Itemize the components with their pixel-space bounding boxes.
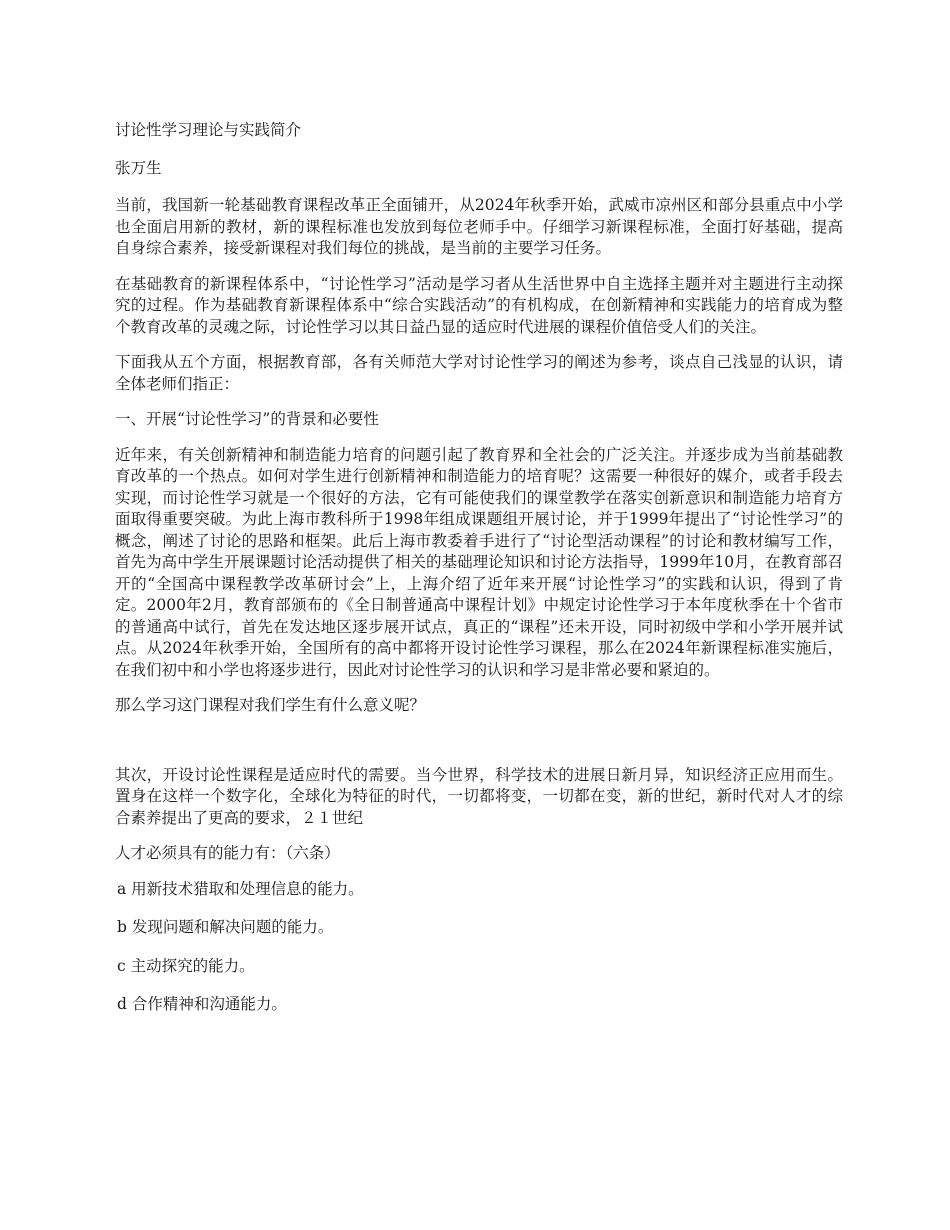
list-item: a 用新技术猎取和处理信息的能力。	[117, 879, 364, 898]
section-heading: 一、开展“讨论性学习”的背景和必要性	[115, 410, 379, 428]
document-page	[115, 120, 843, 1033]
document-author: 张万生	[115, 158, 162, 177]
list-item: c 主动探究的能力。	[117, 956, 255, 975]
list-item: d 合作精神和沟通能力。	[117, 995, 287, 1013]
paragraph-background: 近年来，有关创新精神和制造能力培育的问题引起了教育界和全社会的广泛关注。并逐步成为当前基础教育改革的一个热点。如何对学生进行创新精神和制造能力的培育呢？这需要一种很好的媒介，或者手段去实现，而讨论性学习就是一个很好的方法，它有可能使我们的课堂教学在落实创新意识和制造能力培育方面取得重要突破。为此上海市教科所于1998年组成课题组开展讨论，并于1999年提出了“讨论性学习”的概念，阐述了讨论的思路和框架。此后上海市教委着手进行了“讨论型活动课程”的讨论和教材编写工作，首先为高中学生开展课题讨论活动提供了相关的基础理论知识和讨论方法指导，1999年10月，在教育部召开的“全国高中课程教学改革研讨会”上，上海介绍了近年来开展“讨论性学习”的实践和认识，得到了肯定。2000年2月，教育部颁布的《全日制普通高中课程计划》中规定讨论性学习于本年度秋季在十个省市的普通高中试行，首先在发达地区逐步展开试点，真正的“课程”还未开设，同时初级中学和小学开展并试点。从2024年秋季开始，全国所有的高中都将开设讨论性学习课程，那么在2024年新课程标准实施后，在我们初中和小学也将逐步进行，因此对讨论性学习的认识和学习是非常必要和紧迫的。	[115, 445, 843, 679]
document-title: 讨论性学习理论与实践简介	[115, 121, 302, 139]
paragraph-era-needs: 其次，开设讨论性课程是适应时代的需要。当今世界，科学技术的进展日新月异，知识经济正应用而生。置身在这样一个数字化，全球化为特征的时代，一切都将变，一切都在变，新的世纪，新时代对人才的综合素养提出了更高的要求，２１世纪	[115, 765, 843, 827]
paragraph-intro: 当前，我国新一轮基础教育课程改革正全面铺开，从2024年秋季开始，武威市凉州区和部分县重点中小学也全面启用新的教材，新的课程标准也发放到每位老师手中。仔细学习新课程标准，全面打好基础，提高自身综合素养，接受新课程对我们每位的挑战，是当前的主要学习任务。	[115, 196, 843, 257]
paragraph-abilities-intro: 人才必须具有的能力有：（六条）	[115, 844, 340, 862]
paragraph-curriculum: 在基础教育的新课程体系中，“讨论性学习”活动是学习者从生活世界中自主选择主题并对主题进行主动探究的过程。作为基础教育新课程体系中“综合实践活动”的有机构成，在创新精神和实践能力的培育成为整个教育改革的灵魂之际，讨论性学习以其日益凸显的适应时代进展的课程价值倍受人们的关注。	[115, 274, 843, 336]
list-item: b 发现问题和解决问题的能力。	[117, 918, 334, 936]
paragraph-question: 那么学习这门课程对我们学生有什么意义呢？	[115, 696, 426, 714]
paragraph-overview: 下面我从五个方面，根据教育部，各有关师范大学对讨论性学习的阐述为参考，谈点自己浅显的认识，请全体老师们指正：	[115, 353, 843, 393]
